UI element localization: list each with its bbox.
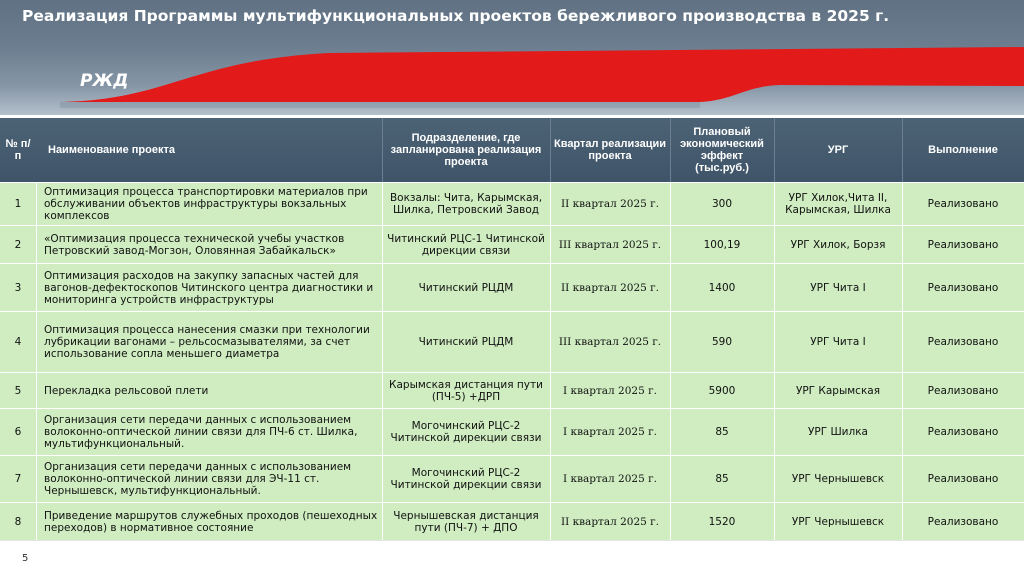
row-status: Реализовано	[927, 515, 999, 528]
row-urg: УРГ Хилок, Борзя	[790, 238, 886, 251]
row-division: Читинский РЦС-1 Читинской дирекции связи	[387, 232, 545, 257]
row-urg: УРГ Хилок,Чита II, Карымская, Шилка	[785, 192, 891, 216]
table-row	[0, 373, 1024, 409]
row-urg: УРГ Шилка	[807, 426, 868, 438]
row-division: Читинский РЦДМ	[418, 336, 514, 348]
row-num: 8	[14, 515, 22, 528]
row-project-name: «Оптимизация процесса технической учебы участков Петровский завод-Могзон, Оловянная Забайкальск»	[44, 232, 345, 257]
row-quarter: I квартал 2025 г.	[563, 473, 657, 485]
footer-divider	[0, 540, 1024, 541]
row-division: Чернышевская дистанция пути (ПЧ-7) + ДПО	[393, 509, 539, 534]
row-division: Могочинский РЦС-2 Читинской дирекции связи	[390, 467, 542, 491]
row-project-name: Организация сети передачи данных с использованием волоконно-оптической линии связи для ЭЧ-11 ст. Чернышевск, мультифункциональный.	[44, 461, 352, 497]
row-division: Могочинский РЦС-2 Читинской дирекции связи	[390, 420, 542, 444]
row-quarter: II квартал 2025 г.	[560, 281, 660, 294]
row-effect: 85	[715, 426, 729, 438]
slide-title: Реализация Программы мультифункциональных проектов бережливого производства в 2025 г.	[22, 7, 890, 25]
table-row	[0, 312, 1024, 373]
row-project-name: Приведение маршрутов служебных проходов (пешеходных переходов) в нормативное состояние	[44, 509, 378, 534]
row-num: 2	[14, 238, 22, 251]
table-row	[0, 409, 1024, 456]
row-effect: 85	[715, 473, 729, 485]
row-effect: 5900	[708, 384, 736, 397]
row-effect: 1520	[708, 515, 736, 528]
row-quarter: I квартал 2025 г.	[563, 426, 657, 438]
table-header	[0, 118, 1024, 182]
row-status: Реализовано	[927, 384, 999, 397]
table-row	[0, 503, 1024, 541]
row-status: Реализовано	[927, 336, 999, 348]
row-urg: УРГ Карымская	[795, 384, 881, 397]
header-effect: Плановый экономический эффект (тыс.руб.)	[680, 126, 764, 174]
row-division: Читинский РЦДМ	[418, 281, 514, 294]
brand-stripe	[0, 0, 1024, 115]
header-quarter: Квартал реализации проекта	[553, 138, 666, 162]
row-effect: 590	[711, 336, 733, 348]
row-division: Вокзалы: Чита, Карымская, Шилка, Петровский Завод	[389, 192, 543, 216]
row-num: 7	[14, 473, 22, 485]
row-project-name: Оптимизация процесса нанесения смазки при технологии лубрикации вагонами – рельсосмазывателями, за счет использование сопла меньшего диаметра	[44, 324, 370, 360]
table-row	[0, 226, 1024, 264]
row-num: 4	[14, 336, 22, 348]
row-status: Реализовано	[927, 426, 999, 438]
slide-header	[0, 0, 1024, 115]
row-quarter: II квартал 2025 г.	[560, 515, 660, 528]
row-division: Карымская дистанция пути (ПЧ-5) +ДРП	[389, 378, 543, 403]
rzd-logo-icon	[80, 71, 128, 91]
row-quarter: II квартал 2025 г.	[560, 198, 660, 210]
row-project-name: Оптимизация расходов на закупку запасных частей для вагонов-дефектоскопов Читинского центра диагностики и мониторинга устройств инфраструктуры	[44, 269, 374, 306]
table-row	[0, 456, 1024, 503]
row-quarter: III квартал 2025 г.	[558, 336, 662, 348]
header-status: Выполнение	[928, 144, 998, 156]
row-num: 6	[14, 426, 22, 438]
row-project-name: Оптимизация процесса транспортировки материалов при обслуживании объектов инфраструктуры вокзальных комплексов	[44, 186, 368, 222]
row-num: 3	[14, 281, 22, 294]
row-status: Реализовано	[927, 198, 999, 210]
row-quarter: III квартал 2025 г.	[558, 238, 662, 251]
rzd-logo-text: РЖД	[80, 71, 129, 91]
row-project-name: Перекладка рельсовой плети	[44, 384, 209, 397]
row-quarter: I квартал 2025 г.	[563, 384, 657, 397]
row-effect: 300	[711, 198, 733, 210]
header-name: Наименование проекта	[48, 144, 175, 156]
row-urg: УРГ Чита I	[810, 336, 866, 348]
table-row	[0, 183, 1024, 226]
row-urg: УРГ Чернышевск	[791, 473, 885, 485]
header-num: № п/п	[5, 138, 31, 162]
row-status: Реализовано	[927, 281, 999, 294]
header-urg: УРГ	[827, 144, 849, 156]
row-project-name: Организация сети передачи данных с использованием волоконно-оптической линии связи для ПЧ-6 ст. Шилка, мультифункциональный.	[44, 414, 358, 450]
row-urg: УРГ Чернышевск	[791, 515, 885, 528]
row-status: Реализовано	[927, 473, 999, 485]
row-num: 1	[14, 198, 22, 210]
header-division: Подразделение, где запланирована реализация проекта	[390, 132, 542, 168]
row-num: 5	[14, 384, 22, 397]
row-effect: 1400	[708, 281, 736, 294]
row-urg: УРГ Чита I	[810, 281, 866, 294]
table-row	[0, 264, 1024, 312]
row-effect: 100,19	[703, 238, 741, 251]
row-status: Реализовано	[927, 238, 999, 251]
page-number: 5	[22, 553, 29, 564]
